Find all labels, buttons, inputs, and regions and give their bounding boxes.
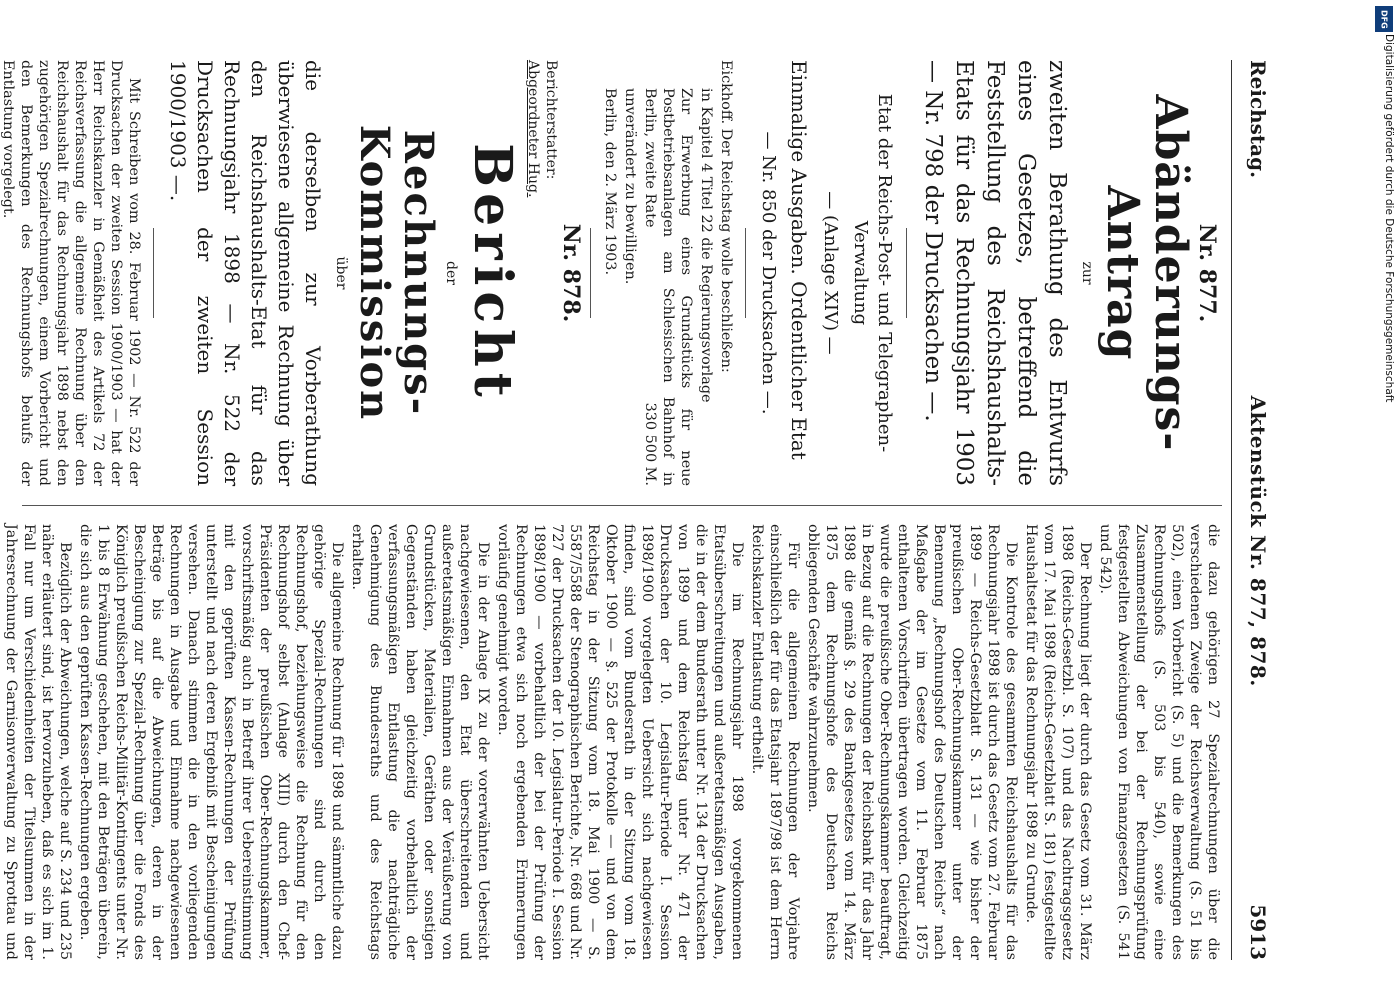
paragraph: Die allgemeine Rechnung für 1898 und sämmtliche dazu gehörige Spezial-Rechnungen sind durch den Rechnungshof, beziehungsweise die Rechnung für den Rechnungshof selbst (Anlage XIII) durch den Chef-Präsidenten der preußischen Ober-Rechnungskammer, vorschriftsmäßig auch in Betreff ihrer Uebereinstimmung mit den geprüften Kassen-Rechnungen der Prüfung unterstellt und nach deren Ergebniß mit Bescheinigungen versehen. Danach stimmen die in den vorliegenden Rechnungen in Ausgabe und Einnahme nachgewiesenen Beträge bis auf die Abweichungen, deren in der Bescheinigung zur Spezial-Rechnung über die Fonds des Königlich preußischen Reichs-Militär-Kontingents unter Nr. 1 bis 8 Erwähnung geschehen, mit den Beträgen überein, die sich aus den geprüften Kassen-Rechnungen ergeben.: [77, 524, 345, 960]
berichterstatter-label: Berichterstatter:: [543, 60, 559, 180]
column-divider: [22, 505, 1222, 506]
intro-877: zweiten Berathung des Entwurfs eines Gesetzes, betreffend die Feststellung des Reichshaushalts-Etats für das Rechnungsjahr 1903 — Nr. 798 der Drucksachen —.: [920, 60, 1070, 486]
doc-number-877: Nr. 877.: [1194, 223, 1220, 323]
header-rule: [1231, 60, 1232, 960]
bericht-intro: die derselben zur Vorberathung überwiesene allgemeine Rechnung über den Reichshaushalts-Etat für das Rechnungsjahr 1898 — Nr. 522 der Drucksachen der zweiten Session 1900/1903 —.: [166, 60, 325, 486]
antrag-amount: 330 500 M.: [642, 402, 658, 486]
divider: [906, 228, 907, 318]
zur-label: zur: [1079, 261, 1095, 285]
paragraph: Bezüglich der Abweichungen, welche auf S. 234 und 235 näher erläutert sind, ist hervorzuheben, daß es sich im 1. Fall nur um Verschiedenheiten der Titelsummen in der Jahresrechnung der Garnisonverwaltung zu Sprottau und: [3, 524, 73, 960]
etat-line-2: — (Anlage XIV) —: [820, 191, 841, 355]
antrag-line-3: unverändert zu bewilligen.: [622, 88, 638, 285]
berichterstatter-name: Abgeordneter Hug.: [525, 60, 541, 198]
antrag-line-1: in Kapitel 4 Titel 22 die Regierungsvorlage: [698, 88, 714, 403]
der-label: der: [443, 261, 459, 285]
paragraph: Mit Schreiben vom 28. Februar 1902 — Nr. 522 der Drucksachen der zweiten Session 1900/1903 — hat der Herr Reichskanzler in Gemäßheit des Artikels 72 der Reichsverfassung die allgemeine Rechnung über den Reichshaushalt für das Rechnungsjahr 1898 nebst den zugehörigen Spezialrechnungen, einem Vorbericht und den Bemerkungen des Rechnungshofs behufs der Entlastung vorgelegt.: [0, 60, 142, 486]
etat-line-3: Einmalige Ausgaben. Ordentlicher Etat: [787, 60, 811, 460]
antrag-date: Berlin, den 2. März 1903.: [602, 88, 618, 276]
paragraph: Die Kontrole des gesammten Reichshaushalts für das Rechnungsjahr 1898 ist durch das Gesetz vom 27. Februar 1899 — Reichs-Gesetzblatt S. 131 — wie bisher der preußischen Ober-Rechnungskammer unter der Benennung „Rechnungshof des Deutschen Reichs“ nach Maßgabe der im Gesetze vom 11. Februar 1875 enthaltenen Vorschriften übertragen worden. Gleichzeitig wurde die preußische Ober-Rechnungskammer beauftragt, in Bezug auf die Rechnungen der Reichsbank für das Jahr 1898 die gemäß §. 29 des Bankgesetzes vom 14. März 1875 dem Rechnungshofe des Deutschen Reichs obliegenden Geschäfte wahrzunehmen.: [805, 524, 1019, 960]
etat-line-4: — Nr. 850 der Drucksachen —.: [758, 131, 779, 415]
bericht-title: Bericht: [462, 143, 523, 403]
paragraph: die dazu gehörigen 27 Spezialrechnungen über die verschiedenen Zweige der Reichsverwaltung (S. 51 bis 502), einen Vorbericht (S. 5) und die Bemerkungen des Rechnungshofs (S. 503 bis 540), sowie eine Zusammenstellung der bei der Rechnungsprüfung festgestellten Abweichungen von Finanzgesetzen (S. 541 und 542).: [1097, 524, 1221, 960]
page-header: [1234, 60, 1270, 960]
header-left: Reichstag.: [1246, 60, 1270, 179]
dfg-logo: DFG: [1375, 6, 1393, 32]
divider: [745, 228, 746, 318]
antrag-text: Zur Erwerbung eines Grundstücks für neue Postbetriebsanlagen am Schlesischen Bahnhof in Berlin, zweite Rate: [642, 88, 694, 486]
header-title: Aktenstück Nr. 877, 878.: [1246, 395, 1270, 687]
divider: [153, 228, 154, 318]
digitization-credit: Digitalisierung gefördert durch die Deutsche Forschungsgemeinschaft: [1383, 34, 1395, 403]
ueber-label: über: [333, 256, 349, 290]
paragraph: Der Rechnung liegt der durch das Gesetz vom 31. März 1898 (Reichs-Gesetzbl. S. 107) und das Nachtragsgesetz vom 17. Mai 1898 (Reichs-Gesetzblatt S. 181) festgestellte Haushaltsetat für das Rechnungsjahr 1898 zu Grunde.: [1023, 524, 1093, 960]
antrag-lead: Eickhoff. Der Reichstag wolle beschließen:: [718, 60, 734, 373]
divider: [590, 228, 591, 318]
kommission-title: Rechnungs-Kommission: [351, 124, 442, 422]
title-877: Abänderungs-Antrag: [1097, 94, 1196, 452]
right-column: [0, 524, 1222, 960]
antrag-line-2: [641, 60, 695, 486]
paragraph: Die im Rechnungsjahr 1898 vorgekommenen Etatsüberschreitungen und außeretatsmäßigen Ausgaben, die in der dem Bundesrath unter Nr. 134 der Drucksachen von 1899 und dem Reichstag unter Nr. 471 der Drucksachen der 10. Legislatur-Periode I. Session 1898/1900 vorgelegten Uebersicht sich nachgewiesen finden, sind vom Bundesrath in der Sitzung vom 18. Oktober 1900 — §. 525 der Protokolle — und von dem Reichstag in der Sitzung vom 18. Mai 1900 — S. 5587/5588 der Stenographischen Berichte, Nr. 668 und Nr. 727 der Drucksachen der 10. Legislatur-Periode I. Session 1898/1900 — vorbehaltlich der bei der Prüfung der Rechnungen etwa sich noch ergebenden Erinnerungen vorläufig genehmigt worden.: [495, 524, 745, 960]
paragraph: Für die allgemeinen Rechnungen der Vorjahre einschließlich der für das Etatsjahr 1897/98 ist dem Herrn Reichskanzler Entlastung ertheilt.: [749, 524, 801, 960]
antrag-block: [601, 60, 735, 486]
etat-line-1: Etat der Reichs-Post- und Telegraphen-Verwaltung: [850, 93, 895, 453]
paragraph: Die in der Anlage IX zu der vorerwähnten Uebersicht nachgewiesenen, den Etat überschreitenden und außeretatsmäßigen Einnahmen aus der Veräußerung von Grundstücken, Materialien, Geräthen oder sonstigen Gegenständen haben gleichzeitig vorbehaltlich der verfassungsmäßigen Entlastung die nachträgliche Genehmigung des Bundesraths und des Reichstags erhalten.: [349, 524, 491, 960]
left-column: [0, 60, 1222, 486]
doc-number-878: Nr. 878.: [558, 223, 584, 323]
page-number: 5913: [1246, 904, 1270, 960]
document-page: [0, 60, 1270, 960]
